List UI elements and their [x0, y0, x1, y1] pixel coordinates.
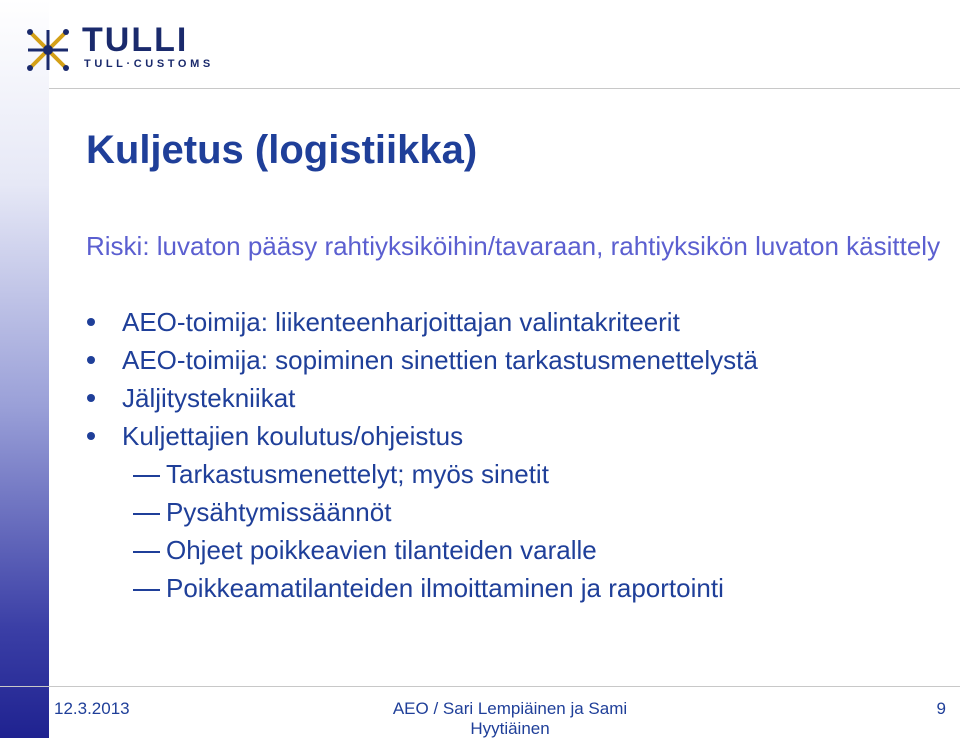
bullet-text: Jäljitystekniikat [122, 383, 296, 413]
sub-bullet-item [86, 531, 956, 569]
sub-bullet-item [86, 569, 956, 607]
sub-bullet-text: Poikkeamatilanteiden ilmoittaminen ja raportointi [166, 573, 724, 603]
bullet-dot-icon [87, 318, 95, 326]
dash-icon [133, 589, 160, 591]
bullet-item [86, 341, 956, 379]
slide-title: Kuljetus (logistiikka) [86, 128, 478, 172]
logo-subtitle: TULL·CUSTOMS [84, 58, 214, 70]
footer-divider [0, 686, 960, 687]
sub-bullet-text: Pysähtymissäännöt [166, 497, 392, 527]
bullet-item [86, 379, 956, 417]
footer-date: 12.3.2013 [54, 699, 130, 718]
sub-bullet-text: Tarkastusmenettelyt; myös sinetit [166, 459, 549, 489]
dash-icon [133, 475, 160, 477]
bullet-item [86, 417, 956, 607]
bullet-dot-icon [87, 356, 95, 364]
bullet-text: AEO-toimija: sopiminen sinettien tarkastusmenettelystä [122, 345, 758, 375]
bullet-text: AEO-toimija: liikenteenharjoittajan valintakriteerit [122, 307, 680, 337]
header-divider [49, 88, 960, 89]
left-gradient-band [0, 0, 49, 738]
bullet-list [86, 303, 956, 607]
sub-bullet-list [122, 455, 956, 607]
dash-icon [133, 551, 160, 553]
bullet-text: Kuljettajien koulutus/ohjeistus [122, 421, 464, 451]
risk-statement: Riski: luvaton pääsy rahtiyksiköihin/tavaraan, rahtiyksikön luvaton käsittely [86, 231, 941, 261]
sub-bullet-item [86, 455, 956, 493]
sub-bullet-item [86, 493, 956, 531]
page-number: 9 [936, 699, 946, 718]
dash-icon [133, 513, 160, 515]
bullet-dot-icon [87, 394, 95, 402]
logo-wordmark: TULLI [82, 21, 189, 59]
bullet-dot-icon [87, 432, 95, 440]
customs-emblem-icon [24, 26, 72, 74]
bullet-item [86, 303, 956, 341]
sub-bullet-text: Ohjeet poikkeavien tilanteiden varalle [166, 535, 597, 565]
footer-author: AEO / Sari Lempiäinen ja Sami Hyytiäinen [392, 699, 628, 738]
